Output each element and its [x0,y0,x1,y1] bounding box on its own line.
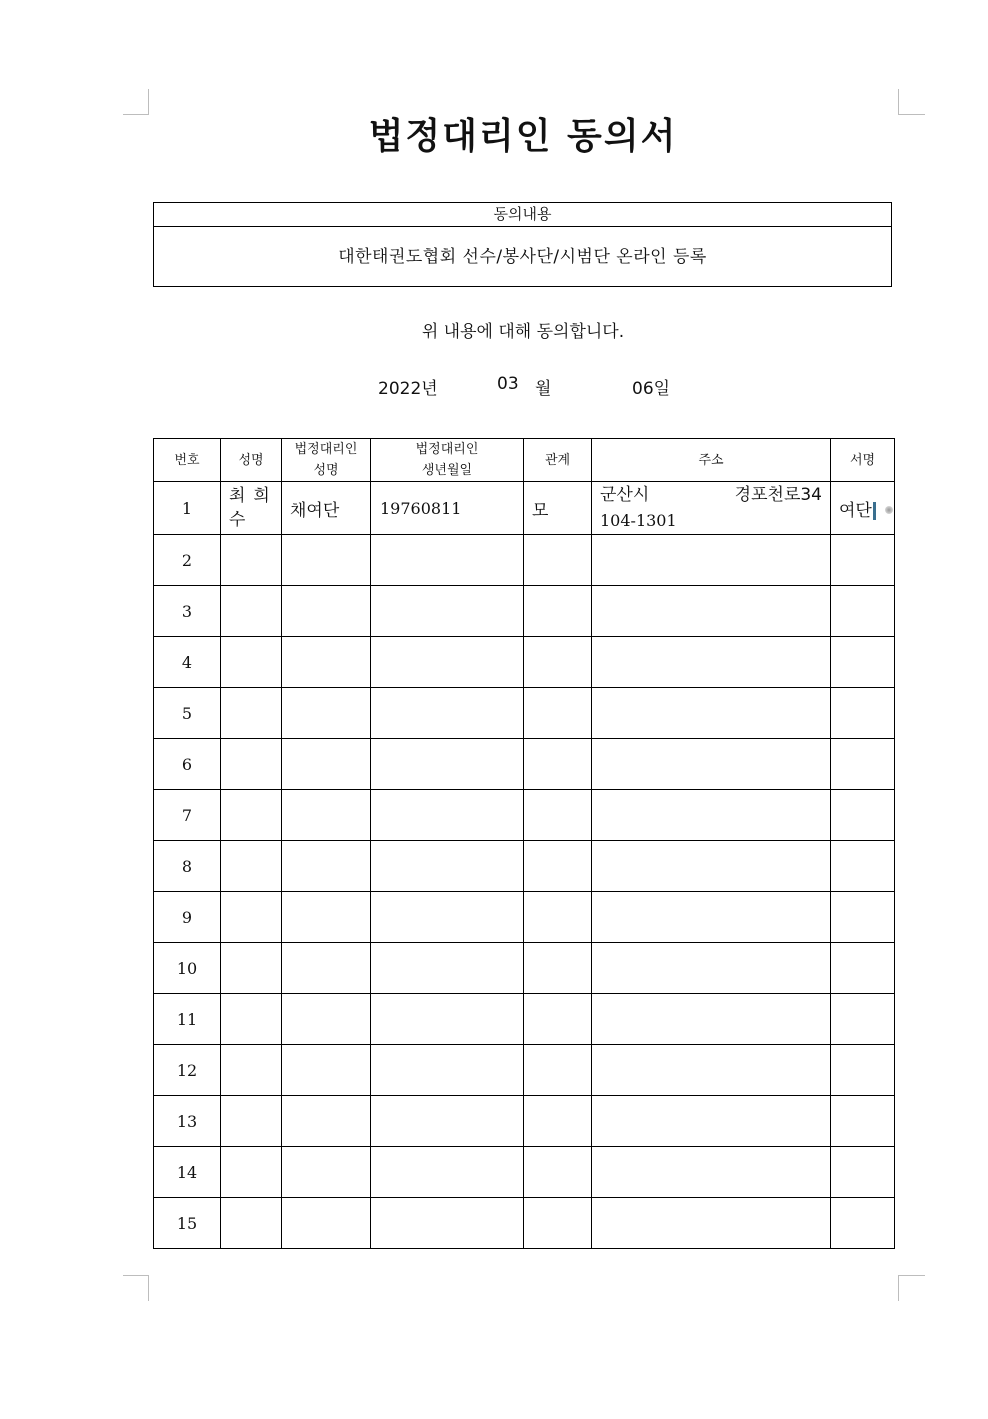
header-guardian-birth [371,439,524,482]
row-address [592,535,831,586]
header-relation: 관계 [524,439,592,482]
row-guardian-birth [371,586,524,637]
row-guardian-name [282,637,371,688]
row-guardian-birth [371,1045,524,1096]
date-year: 2022년 [378,379,438,399]
row-name [221,841,282,892]
header-address: 주소 [592,439,831,482]
row-name [221,892,282,943]
row-relation [524,943,592,994]
row-name [221,790,282,841]
row-relation [524,1096,592,1147]
row-signature [831,994,895,1045]
table-row [154,637,895,688]
row-guardian-name [282,943,371,994]
row-number: 9 [154,892,221,943]
table-row [154,1096,895,1147]
row-guardian-birth [371,637,524,688]
row-name [221,688,282,739]
row-relation: 모 [524,482,592,535]
table-row [154,482,895,535]
row-number: 2 [154,535,221,586]
header-signature: 서명 [831,439,895,482]
row-guardian-name [282,994,371,1045]
address-city: 군산시 [600,485,650,505]
row-guardian-birth [371,535,524,586]
consent-body: 대한태권도협회 선수/봉사단/시범단 온라인 등록 [338,247,707,267]
text-cursor-icon [873,502,876,520]
row-guardian-name [282,892,371,943]
row-name [221,637,282,688]
table-row [154,994,895,1045]
table-header-row [154,439,895,482]
crop-mark [899,1275,925,1276]
row-signature [831,535,895,586]
row-number: 10 [154,943,221,994]
row-guardian-name [282,841,371,892]
table-row [154,841,895,892]
crop-mark [123,1275,149,1276]
row-guardian-name [282,688,371,739]
row-name [221,1147,282,1198]
row-signature [831,637,895,688]
consent-box [153,202,892,287]
row-signature [831,739,895,790]
row-relation [524,841,592,892]
row-relation [524,994,592,1045]
row-address [592,994,831,1045]
row-address [592,1045,831,1096]
row-relation [524,637,592,688]
row-relation [524,892,592,943]
row-address [592,1096,831,1147]
row-number: 3 [154,586,221,637]
header-guardian-name [282,439,371,482]
table-row [154,535,895,586]
row-signature [831,892,895,943]
row-address [592,1147,831,1198]
table-row [154,739,895,790]
row-guardian-name: 채여단 [282,482,371,535]
row-address [592,790,831,841]
table-row [154,790,895,841]
row-name [221,1096,282,1147]
table-row [154,892,895,943]
row-relation [524,1198,592,1249]
row-signature [831,790,895,841]
signature-text: 여단 [839,500,872,521]
crop-mark [148,1275,149,1301]
date-day: 06일 [632,379,671,399]
row-signature [831,1045,895,1096]
row-number: 6 [154,739,221,790]
row-address [592,688,831,739]
row-signature [831,943,895,994]
row-number: 12 [154,1045,221,1096]
row-address [592,841,831,892]
row-number: 14 [154,1147,221,1198]
row-number: 11 [154,994,221,1045]
address-unit: 104-1301 [600,511,677,530]
address-street: 경포천로34 [734,485,822,505]
row-guardian-name [282,1147,371,1198]
row-name [221,994,282,1045]
roster-table [153,438,895,1249]
row-address [592,892,831,943]
row-signature [831,1096,895,1147]
row-number: 13 [154,1096,221,1147]
row-name [221,586,282,637]
row-guardian-name [282,790,371,841]
crop-mark [898,1275,899,1301]
row-guardian-name [282,1045,371,1096]
header-guardian-name-line1: 법정대리인 [294,442,358,457]
row-relation [524,1045,592,1096]
row-signature [831,482,895,535]
row-name [221,739,282,790]
row-number: 8 [154,841,221,892]
document-title: 법정대리인 동의서 [368,116,678,157]
row-number: 7 [154,790,221,841]
table-row [154,1045,895,1096]
row-number: 15 [154,1198,221,1249]
row-guardian-name [282,535,371,586]
row-name [221,535,282,586]
row-signature [831,1147,895,1198]
row-guardian-name [282,586,371,637]
row-guardian-birth [371,790,524,841]
row-address [592,637,831,688]
row-number: 5 [154,688,221,739]
row-name [221,1198,282,1249]
row-guardian-birth [371,841,524,892]
row-relation [524,688,592,739]
row-signature [831,841,895,892]
row-guardian-birth [371,1198,524,1249]
row-guardian-birth [371,892,524,943]
row-address [592,943,831,994]
consent-header: 동의내용 [154,203,891,227]
row-address [592,1198,831,1249]
row-relation [524,739,592,790]
row-guardian-birth [371,943,524,994]
row-address [592,482,831,535]
agreement-statement: 위 내용에 대해 동의합니다. [421,322,625,342]
row-guardian-name [282,739,371,790]
row-name [221,943,282,994]
row-guardian-birth [371,1147,524,1198]
table-row [154,1198,895,1249]
row-signature [831,586,895,637]
row-number: 1 [154,482,221,535]
row-guardian-birth [371,739,524,790]
row-name: 최희수 [221,482,282,535]
row-relation [524,535,592,586]
row-name [221,1045,282,1096]
row-guardian-name [282,1096,371,1147]
table-row [154,688,895,739]
row-guardian-birth: 19760811 [371,482,524,535]
row-number: 4 [154,637,221,688]
row-guardian-birth [371,688,524,739]
table-row [154,1147,895,1198]
header-guardian-birth-line2: 생년월일 [421,463,473,478]
row-signature [831,688,895,739]
row-guardian-birth [371,994,524,1045]
row-relation [524,790,592,841]
ink-smudge-icon [885,506,893,514]
date-month-unit: 월 [535,379,552,399]
table-row [154,943,895,994]
table-row [154,586,895,637]
row-guardian-name [282,1198,371,1249]
header-guardian-birth-line1: 법정대리인 [415,442,479,457]
row-address [592,739,831,790]
row-relation [524,586,592,637]
header-guardian-name-line2: 성명 [313,463,339,478]
date-month: 03 [497,374,519,394]
header-name: 성명 [221,439,282,482]
row-relation [524,1147,592,1198]
row-address [592,586,831,637]
row-signature [831,1198,895,1249]
row-guardian-birth [371,1096,524,1147]
header-number: 번호 [154,439,221,482]
